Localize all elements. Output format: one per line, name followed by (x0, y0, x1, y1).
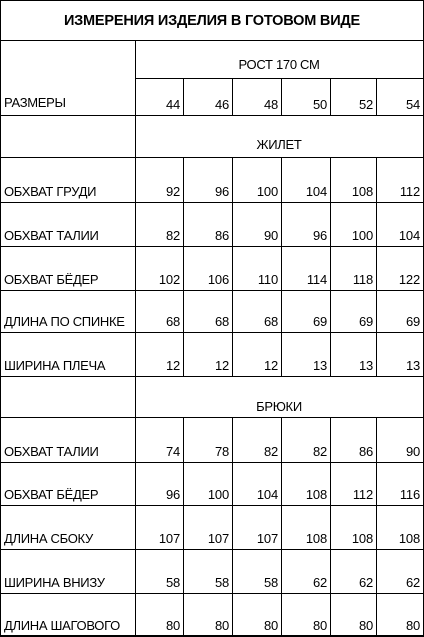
sizes-label: РАЗМЕРЫ (4, 95, 66, 110)
measurement-value: 90 (263, 228, 278, 243)
measurement-label: ДЛИНА ПО СПИНКЕ (4, 314, 125, 329)
measurement-value: 90 (405, 444, 420, 459)
measurement-value: 114 (306, 272, 327, 287)
section-header-divider (0, 157, 424, 158)
measurement-value: 86 (358, 444, 373, 459)
measurement-value: 82 (165, 228, 180, 243)
measurement-label: ШИРИНА ВНИЗУ (4, 575, 105, 590)
measurement-value: 107 (158, 531, 180, 546)
measurement-value: 12 (214, 358, 229, 373)
measurement-value: 12 (165, 358, 180, 373)
measurement-value: 80 (358, 618, 373, 633)
measurement-label: ОБХВАТ ТАЛИИ (4, 444, 99, 459)
measurement-value: 112 (399, 184, 420, 199)
measurement-value: 108 (398, 531, 420, 546)
table-border-left (0, 0, 1, 636)
measurement-value: 102 (158, 272, 180, 287)
measurement-label: ОБХВАТ БЁДЕР (4, 487, 99, 502)
row-divider (0, 462, 424, 463)
measurement-value: 108 (351, 184, 373, 199)
sizes-row-divider (0, 115, 424, 116)
measurement-label: ДЛИНА ШАГОВОГО (4, 618, 120, 633)
row-divider (0, 593, 424, 594)
measurement-value: 108 (305, 531, 327, 546)
section-header-divider (0, 417, 424, 418)
measurement-value: 58 (214, 575, 229, 590)
row-divider (0, 202, 424, 203)
measurement-value: 13 (312, 358, 327, 373)
measurement-label: ШИРИНА ПЛЕЧА (4, 358, 106, 373)
size-header-cell: 50 (312, 97, 327, 112)
measurement-label: ДЛИНА СБОКУ (4, 531, 93, 546)
table-title: ИЗМЕРЕНИЯ ИЗДЕЛИЯ В ГОТОВОМ ВИДЕ (63, 13, 361, 29)
measurement-value: 96 (214, 184, 229, 199)
measurement-value: 69 (312, 314, 327, 329)
table-border-top (0, 0, 424, 1)
measurement-value: 108 (305, 487, 327, 502)
measurement-value: 82 (312, 444, 327, 459)
measurement-value: 68 (263, 314, 278, 329)
measurement-value: 58 (165, 575, 180, 590)
measurement-value: 13 (405, 358, 420, 373)
section-title: БРЮКИ (256, 399, 302, 414)
measurement-value: 104 (398, 228, 420, 243)
measurement-value: 62 (312, 575, 327, 590)
measurement-value: 68 (214, 314, 229, 329)
measurement-value: 80 (214, 618, 229, 633)
measurement-value: 12 (263, 358, 278, 373)
measurement-value: 107 (207, 531, 229, 546)
measurement-value: 100 (351, 228, 373, 243)
title-divider (0, 40, 424, 41)
measurement-label: ОБХВАТ БЁДЕР (4, 272, 99, 287)
measurement-value: 100 (256, 184, 278, 199)
size-header-cell: 54 (405, 97, 420, 112)
measurement-value: 68 (165, 314, 180, 329)
row-divider (0, 246, 424, 247)
measurement-value: 80 (312, 618, 327, 633)
measurement-value: 82 (263, 444, 278, 459)
measurement-value: 69 (405, 314, 420, 329)
row-divider (0, 549, 424, 550)
measurement-value: 112 (352, 487, 373, 502)
measurement-value: 69 (358, 314, 373, 329)
measurement-value: 80 (405, 618, 420, 633)
measurement-value: 96 (165, 487, 180, 502)
row-divider (0, 505, 424, 506)
measurement-value: 96 (312, 228, 327, 243)
size-header-cell: 52 (358, 97, 373, 112)
measurement-value: 86 (214, 228, 229, 243)
measurement-value: 100 (207, 487, 229, 502)
measurement-value: 74 (165, 444, 180, 459)
measurement-value: 106 (207, 272, 229, 287)
measurement-value: 58 (263, 575, 278, 590)
measurement-value: 13 (358, 358, 373, 373)
size-header-cell: 44 (165, 97, 180, 112)
measurement-value: 118 (352, 272, 373, 287)
measurement-value: 78 (214, 444, 229, 459)
row-divider (0, 332, 424, 333)
measurement-value: 62 (405, 575, 420, 590)
measurement-value: 110 (257, 272, 278, 287)
measurement-label: ОБХВАТ ГРУДИ (4, 184, 97, 199)
measurement-value: 92 (165, 184, 180, 199)
measurement-value: 116 (399, 487, 420, 502)
measurement-value: 107 (256, 531, 278, 546)
measurement-value: 108 (351, 531, 373, 546)
section-title: ЖИЛЕТ (256, 137, 302, 152)
height-row-divider (135, 78, 424, 79)
row-divider (0, 290, 424, 291)
measurement-value: 104 (256, 487, 278, 502)
measurement-value: 80 (165, 618, 180, 633)
height-label: РОСТ 170 СМ (238, 57, 320, 72)
measurement-value: 104 (305, 184, 327, 199)
measurement-value: 122 (398, 272, 420, 287)
size-header-cell: 48 (263, 97, 278, 112)
measurement-label: ОБХВАТ ТАЛИИ (4, 228, 99, 243)
measurement-value: 80 (263, 618, 278, 633)
size-header-cell: 46 (214, 97, 229, 112)
row-divider (0, 376, 424, 377)
measurement-value: 62 (358, 575, 373, 590)
